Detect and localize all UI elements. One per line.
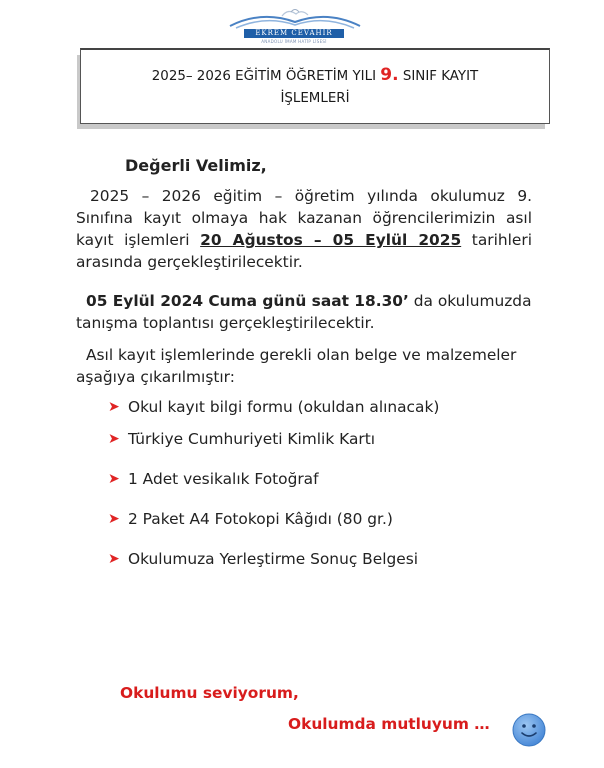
list-item: ➤ 1 Adet vesikalık Fotoğraf bbox=[108, 470, 319, 488]
p1-line3 bbox=[76, 229, 532, 251]
list-item: ➤ Okul kayıt bilgi formu (okuldan alınacak) bbox=[108, 398, 440, 416]
meeting-datetime: 05 Eylül 2024 Cuma günü saat 18.30’ bbox=[86, 292, 409, 310]
p1-line3-before: kayıt işlemleri bbox=[76, 231, 201, 249]
p3-line1: Asıl kayıt işlemlerinde gerekli olan belge ve malzemeler bbox=[86, 346, 517, 364]
red-arrow-bullet-icon: ➤ bbox=[108, 471, 120, 487]
list-item: ➤ 2 Paket A4 Fotokopi Kâğıdı (80 gr.) bbox=[108, 510, 393, 528]
book-wings-icon bbox=[222, 6, 368, 30]
p3-line2: aşağıya çıkarılmıştır: bbox=[76, 368, 235, 386]
p1-line4: arasında gerçekleştirilecektir. bbox=[76, 253, 303, 271]
title-part2: SINIF KAYIT bbox=[398, 69, 479, 84]
red-arrow-bullet-icon: ➤ bbox=[108, 399, 120, 415]
page-title bbox=[91, 64, 539, 110]
greeting: Değerli Velimiz, bbox=[125, 156, 267, 175]
red-arrow-bullet-icon: ➤ bbox=[108, 511, 120, 527]
smiley-icon bbox=[512, 713, 546, 747]
p2-rest: da okulumuzda bbox=[408, 292, 532, 310]
p1-line1: 2025 – 2026 eğitim – öğretim yılında okulumuz 9. bbox=[90, 187, 532, 205]
red-arrow-bullet-icon: ➤ bbox=[108, 551, 120, 567]
title-box bbox=[80, 48, 550, 124]
paragraph-documents-intro bbox=[76, 344, 532, 388]
registration-dates: 20 Ağustos – 05 Eylül 2025 bbox=[200, 231, 462, 249]
closing-line1: Okulumu seviyorum, bbox=[120, 684, 299, 702]
list-item: ➤ Okulumuza Yerleştirme Sonuç Belgesi bbox=[108, 550, 419, 568]
title-line2: İŞLEMLERİ bbox=[280, 91, 350, 106]
closing-line2: Okulumda mutluyum … bbox=[288, 715, 490, 733]
school-logo bbox=[222, 6, 368, 48]
paragraph-registration-dates bbox=[76, 185, 532, 273]
p1-line3-after: tarihleri bbox=[461, 231, 532, 249]
red-arrow-bullet-icon: ➤ bbox=[108, 431, 120, 447]
title-part1: 2025– 2026 EĞİTİM ÖĞRETİM YILI bbox=[151, 69, 381, 84]
p1-line2: Sınıfına kayıt olmaya hak kazanan öğrencilerimizin asıl bbox=[76, 209, 532, 227]
list-item: ➤ Türkiye Cumhuriyeti Kimlik Kartı bbox=[108, 430, 376, 448]
logo-school-name: EKREM CEVAHİR bbox=[244, 29, 344, 38]
logo-school-subtitle: ANADOLU İMAM HATİP LİSESİ bbox=[261, 39, 327, 44]
p2-line2: tanışma toplantısı gerçekleştirilecektir. bbox=[76, 314, 375, 332]
title-grade-number: 9. bbox=[380, 65, 399, 85]
paragraph-meeting bbox=[76, 290, 532, 334]
